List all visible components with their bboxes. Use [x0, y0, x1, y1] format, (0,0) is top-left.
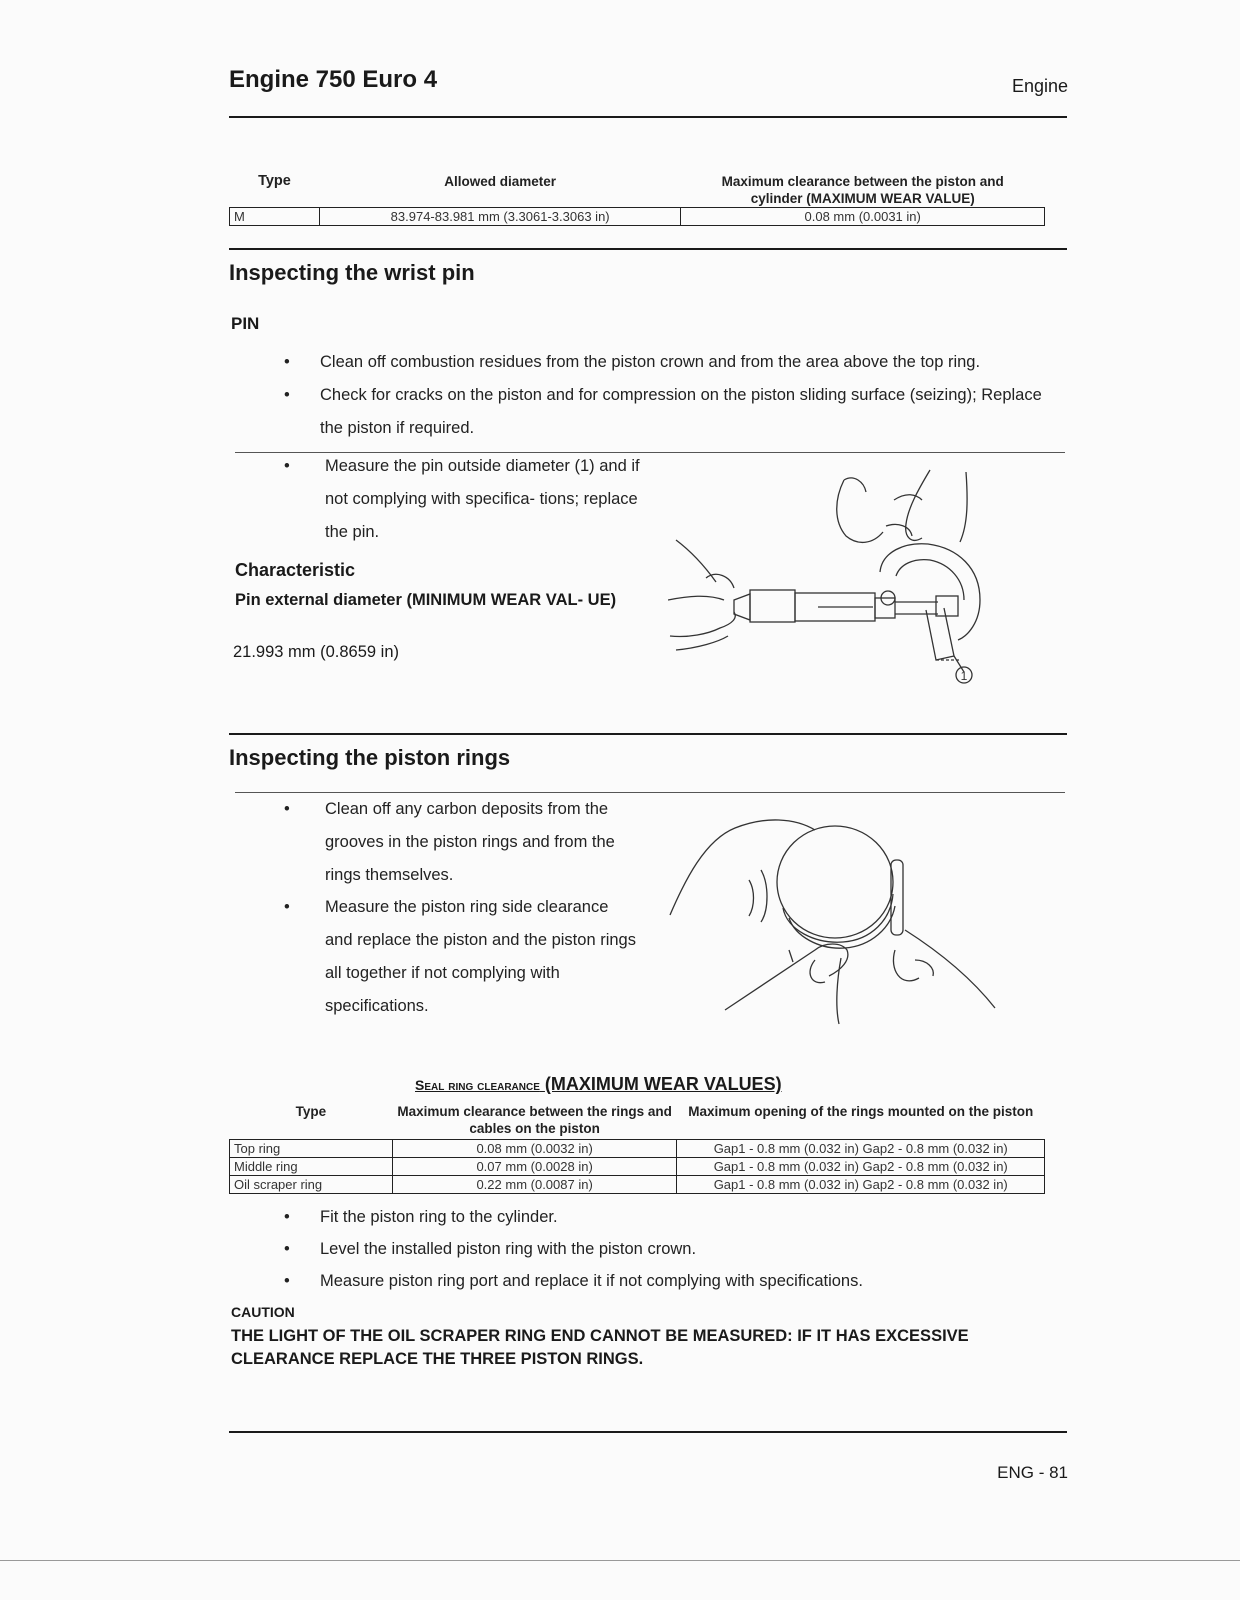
- caution-label: CAUTION: [231, 1304, 295, 1320]
- page-edge: [0, 1560, 1240, 1561]
- cylinder-table: [229, 173, 1045, 226]
- table-cell: 0.22 mm (0.0087 in): [392, 1176, 677, 1194]
- table-header-cell: Type: [295, 1104, 327, 1119]
- bullet-icon: •: [284, 1240, 290, 1258]
- list-item: • Measure piston ring port and replace it if not complying with specifications.: [320, 1265, 1050, 1298]
- bullet-icon: •: [284, 457, 290, 475]
- table-row: [230, 1140, 1045, 1158]
- table-cell: 0.08 mm (0.0032 in): [392, 1140, 677, 1158]
- seal-ring-table: [229, 1103, 1045, 1194]
- caption-big: (MAXIMUM WEAR VALUES): [544, 1074, 782, 1094]
- table-header-cell: Type: [258, 173, 291, 189]
- bullet-icon: •: [284, 800, 290, 818]
- table-header-row: [230, 173, 1045, 208]
- header-rule: [229, 116, 1067, 118]
- page-number: ENG - 81: [997, 1463, 1068, 1482]
- list-item: • Check for cracks on the piston and for compression on the piston sliding surface (seizing); Replace the piston if required.: [320, 379, 1050, 445]
- list-item: • Level the installed piston ring with the piston crown.: [320, 1233, 1050, 1266]
- table-cell: 0.08 mm (0.0031 in): [681, 208, 1045, 226]
- figure-callout: 1: [960, 669, 968, 683]
- table-row: [230, 1176, 1045, 1194]
- table-cell: Gap1 - 0.8 mm (0.032 in) Gap2 - 0.8 mm (0.032 in): [677, 1140, 1045, 1158]
- table-cell: Gap1 - 0.8 mm (0.032 in) Gap2 - 0.8 mm (0.032 in): [677, 1176, 1045, 1194]
- bullet-icon: •: [284, 898, 290, 916]
- table-cell: Gap1 - 0.8 mm (0.032 in) Gap2 - 0.8 mm (0.032 in): [677, 1158, 1045, 1176]
- wrist-pin-title: Inspecting the wrist pin: [229, 260, 475, 285]
- table-cell: 0.07 mm (0.0028 in): [392, 1158, 677, 1176]
- footer-rule: [229, 1431, 1067, 1433]
- pin-label: PIN: [231, 314, 260, 333]
- list-item: • Measure the piston ring side clearance and replace the piston and the piston rings all together if not complying with specifications.: [325, 891, 640, 1023]
- section-name: Engine: [1011, 76, 1068, 96]
- page-title: Engine 750 Euro 4: [229, 66, 438, 93]
- table-cell: M: [230, 208, 320, 226]
- micrometer-illustration: [668, 460, 1008, 695]
- section-rule: [229, 248, 1067, 250]
- characteristic-value: 21.993 mm (0.8659 in): [233, 643, 400, 661]
- bullet-icon: •: [284, 386, 290, 404]
- list-item: • Clean off any carbon deposits from the grooves in the piston rings and from the rings themselves.: [325, 793, 640, 892]
- section-rule: [229, 733, 1067, 735]
- table-cell: 83.974-83.981 mm (3.3061-3.3063 in): [319, 208, 680, 226]
- list-item: • Measure the pin outside diameter (1) and if not complying with specifica- tions; replace the pin.: [325, 450, 640, 549]
- table-row: [230, 208, 1045, 226]
- table-cell: Top ring: [230, 1140, 393, 1158]
- list-item: • Fit the piston ring to the cylinder.: [320, 1201, 1050, 1234]
- table-cell: Middle ring: [230, 1158, 393, 1176]
- caption-small: Seal ring clearance: [415, 1077, 540, 1093]
- table-header-cell: Allowed diameter: [444, 174, 557, 189]
- characteristic-name: Pin external diameter (MINIMUM WEAR VAL- UE): [235, 591, 617, 609]
- characteristic-label: Characteristic: [235, 560, 356, 580]
- table-row: [230, 1158, 1045, 1176]
- table-header-cell: Maximum clearance between the piston and cylinder (MAXIMUM WEAR VALUE): [721, 174, 1004, 206]
- piston-ring-illustration: [665, 810, 1010, 1030]
- bullet-icon: •: [284, 353, 290, 371]
- table-header-cell: Maximum opening of the rings mounted on the piston: [688, 1104, 1034, 1119]
- piston-rings-title: Inspecting the piston rings: [229, 745, 511, 770]
- list-item: • Clean off combustion residues from the piston crown and from the area above the top ring.: [320, 346, 1050, 379]
- bullet-icon: •: [284, 1272, 290, 1290]
- table-header-cell: Maximum clearance between the rings and cables on the piston: [397, 1104, 672, 1136]
- table-header-row: [230, 1103, 1045, 1140]
- caution-text: THE LIGHT OF THE OIL SCRAPER RING END CANNOT BE MEASURED: IF IT HAS EXCESSIVE CLEARANCE REPLACE THE THREE PISTON RINGS.: [231, 1327, 969, 1368]
- bullet-icon: •: [284, 1208, 290, 1226]
- table-cell: Oil scraper ring: [230, 1176, 393, 1194]
- seal-ring-table-caption: [415, 1074, 782, 1095]
